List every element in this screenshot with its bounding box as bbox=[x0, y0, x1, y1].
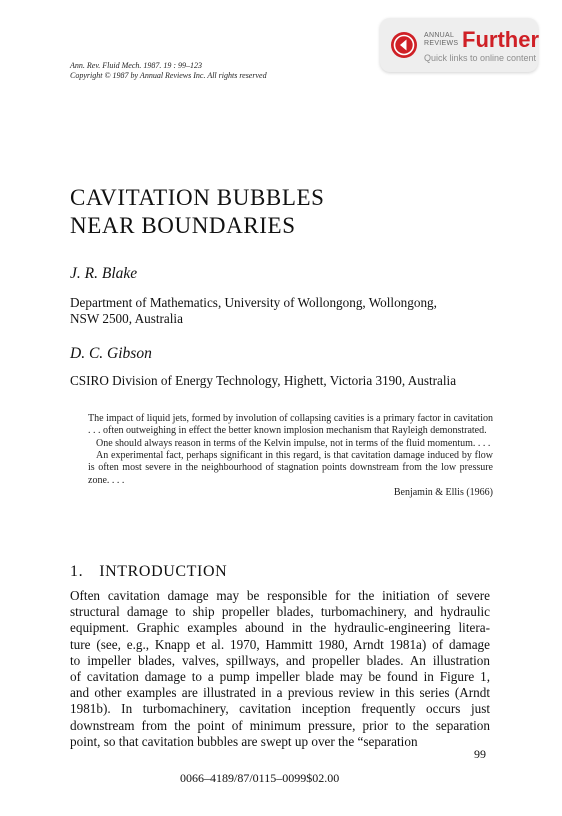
citation-line-1: Ann. Rev. Fluid Mech. 1987. 19 : 99–123 bbox=[70, 61, 203, 70]
body-line: structural damage to ship propeller blades, turbomachinery, and hydraulic bbox=[70, 604, 490, 620]
author-affiliation-1 bbox=[70, 295, 437, 327]
section-title: INTRODUCTION bbox=[99, 563, 228, 580]
epigraph bbox=[88, 413, 493, 499]
epigraph-paragraph-2: One should always reason in terms of the Kelvin impulse, not in terms of the fluid momentum. . . . bbox=[96, 437, 491, 449]
annual-reviews-further-badge[interactable] bbox=[380, 18, 538, 72]
body-line: ture (see, e.g., Knapp et al. 1970, Hammitt 1980, Arndt 1981a) of damage bbox=[70, 636, 490, 652]
affiliation-1-line-2: NSW 2500, Australia bbox=[70, 311, 183, 326]
badge-brand-line2: REVIEWS bbox=[424, 40, 459, 47]
body-line: and other examples are illustrated in a previous review in this series (Arndt bbox=[70, 685, 490, 701]
affiliation-1-line-1: Department of Mathematics, University of Wollongong, Wollongong, bbox=[70, 295, 437, 310]
badge-brand bbox=[424, 32, 458, 48]
body-line: downstream from the point of minimum pressure, prior to the separation bbox=[70, 717, 490, 733]
epigraph-paragraph-3: An experimental fact, perhaps significant in this regard, is that cavitation damage induced by flow is often most severe in the neighbourhood of stagnation points downstream from the low pressure zone. . . . bbox=[88, 450, 493, 486]
arrow-left-icon bbox=[390, 31, 418, 59]
body-paragraph bbox=[70, 588, 490, 750]
badge-tagline: Quick links to online content bbox=[424, 53, 537, 63]
body-line: point, so that cavitation bubbles are swept up over the “separation bbox=[70, 733, 418, 749]
author-name-1: J. R. Blake bbox=[70, 265, 138, 282]
badge-brand-line1: ANNUAL bbox=[424, 32, 455, 39]
paper-title bbox=[70, 184, 325, 240]
document-code: 0066–4189/87/0115–0099$02.00 bbox=[180, 771, 340, 785]
body-line: 1981b). In turbomachinery, cavitation inception frequently occurs just bbox=[70, 701, 490, 717]
title-line-2: NEAR BOUNDARIES bbox=[70, 213, 296, 238]
body-line: to impeller blades, valves, spillways, and propeller blades. An illustration bbox=[70, 652, 490, 668]
title-line-1: CAVITATION BUBBLES bbox=[70, 185, 325, 210]
author-affiliation-2: CSIRO Division of Energy Technology, Highett, Victoria 3190, Australia bbox=[70, 373, 457, 388]
section-heading bbox=[70, 562, 227, 582]
body-line: equipment. Graphic examples abound in the hydraulic-engineering litera- bbox=[70, 620, 490, 636]
epigraph-paragraph-1: The impact of liquid jets, formed by involution of collapsing cavities is a primary factor in cavitation . . . often outweighing in effect the better known implosion mechanism that Rayleigh demonstrated. bbox=[88, 413, 493, 437]
badge-further-word: Further bbox=[462, 27, 539, 52]
page-number: 99 bbox=[474, 747, 486, 761]
body-line: Often cavitation damage may be responsible for the initiation of severe bbox=[70, 588, 490, 603]
body-line: of cavitation damage to a pump impeller blade may be found in Figure 1, bbox=[70, 669, 490, 685]
epigraph-attribution: Benjamin & Ellis (1966) bbox=[393, 487, 493, 499]
citation-line-2: Copyright © 1987 by Annual Reviews Inc. All rights reserved bbox=[70, 71, 267, 80]
author-name-2: D. C. Gibson bbox=[70, 345, 152, 362]
section-number: 1. bbox=[70, 563, 84, 580]
journal-citation bbox=[70, 61, 267, 81]
